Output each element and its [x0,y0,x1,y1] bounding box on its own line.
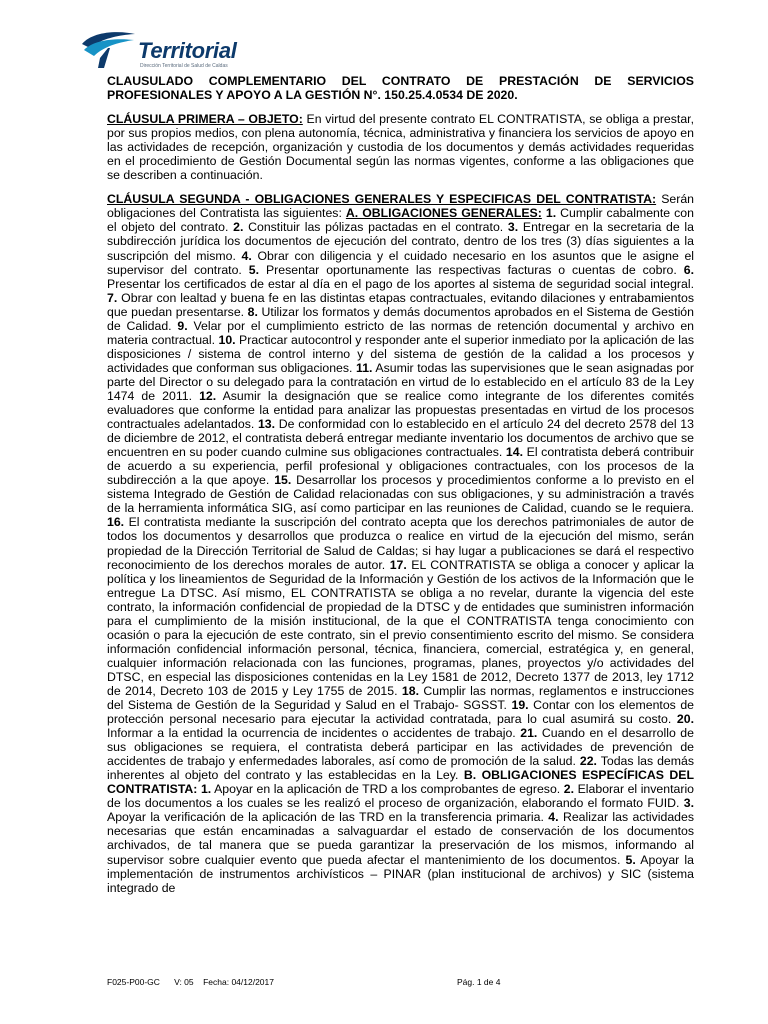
clause-second-intro: Serán obligaciones del Contratista las siguientes: [107,192,695,221]
general-obligations-list [107,206,694,782]
clause-second [107,192,694,894]
obligation-text: Asumir todas las supervisiones que le sean asignadas por parte del Director o su delegado para la contratación en virtud de lo establecido en el artículo 83 de la Ley 1474 de 2011. [107,360,694,403]
obligation-text: Cumplir cabalmente con el objeto del contrato. [107,206,694,235]
obligation-number: 21. [520,726,538,741]
obligation-number: 20. [676,712,694,727]
page-footer [107,977,694,991]
obligation-number: 17. [389,557,407,572]
obligation-text: Realizar las actividades necesarias que están encaminadas a salvaguardar el estado de conservación de los documentos archivados, de tal manera que se pueda garantizar la preservación de los mismos, informando al supervisor sobre cualquier evento que pueda afectar el mantenimiento de los documentos. [107,810,695,867]
footer-version: V: 05 [174,977,194,987]
obligation-text: Constituir las pólizas pactadas en el contrato. [248,220,504,235]
obligation-number: 4. [548,810,559,825]
obligation-text: EL CONTRATISTA se obliga a conocer y aplicar la política y los lineamientos de Seguridad de la Información y Gestión de los activos de la Información que le entregue La DTSC. Así mismo, EL CONTRATISTA se obliga a no revelar, durante la vigencia del este contrato, la información confidencial de propiedad de la DTSC y de entidades que suministren información para el cumplimiento de la misión institucional, de la que el CONTRATISTA tenga conocimiento con ocasión o para la ejecución de este contrato, sin el previo consentimiento escrito del mismo. Se considera información confidencial información personal, técnica, financiera, comercial, estratégica y, en general, cualquier información relacionada con las funciones, programas, planes, proyectos y/o actividades del DTSC, en especial las disposiciones contenidas en la Ley 1581 de 2012, Decreto 1377 de 2013, ley 1712 de 2014, Decreto 103 de 2015 y Ley 1755 de 2015. [107,557,694,698]
obligation-text: El contratista deberá contribuir de acuerdo a su experiencia, perfil profesional y obligaciones contractuales, con los procesos de la subdirección a la que apoye. [107,445,694,488]
obligation-number: 16. [107,515,125,530]
obligation-number: 12. [199,388,217,403]
footer-form-info [107,977,274,987]
obligation-text: Informar a la entidad la ocurrencia de incidentes o accidentes de trabajo. [107,726,516,741]
organization-logo [80,28,240,72]
obligation-number: 11. [356,360,373,375]
obligation-number: 2. [563,782,575,797]
obligation-number: 2. [233,220,244,235]
obligation-text: Obrar con diligencia y el cuidado necesario en los asuntos que le asigne el supervisor del contrato. [107,248,695,277]
obligation-text: Cumplir las normas, reglamentos e instrucciones del Sistema de Gestión de la Seguridad y Salud en el Trabajo- SGSST. [107,683,695,713]
general-obligations-heading: A. OBLIGACIONES GENERALES: [345,206,542,221]
obligation-number: 4. [241,248,252,263]
obligation-text: Apoyar en la aplicación de TRD a los comprobantes de egreso. [214,782,561,797]
obligation-number: 1. [545,206,557,221]
document-body [107,74,694,895]
clause-first-text: En virtud del presente contrato EL CONTRATISTA, se obliga a prestar, por sus propios medios, con plena autonomía, técnica, administrativa y financiera los servicios de apoyo en las actividades de recepción, organización y custodia de los documentos y demás actividades requeridas en el procedimiento de Gestión Documental según las normas vigentes, conforme a las obligaciones que se describen a continuación. [107,112,695,183]
obligation-text: De conformidad con lo establecido en el artículo 24 del decreto 2578 del 13 de diciembre de 2012, el contratista deberá entregar mediante inventario los documentos de archivo que se encuentren en su poder cuando culmine sus obligaciones contractuales. [107,417,694,460]
footer-form-code: F025-P00-GC [107,977,160,987]
obligation-text: Velar por el cumplimiento estricto de las normas de retención documental y archivo en materia contractual. [107,318,695,347]
logo-subtitle: Dirección Territorial de Salud de Caldas [140,63,228,69]
document-title: CLAUSULADO COMPLEMENTARIO DEL CONTRATO DE PRESTACIÓN DE SERVICIOS PROFESIONALES Y APOYO A LA GESTIÓN N°. 150.25.4.0534 DE 2020. [107,74,694,103]
obligation-text: Apoyar la verificación de la aplicación de las TRD en la transferencia primaria. [107,810,544,825]
obligation-text: El contratista mediante la suscripción del contrato acepta que los derechos patrimoniales de autor de todos los documentos y desarrollos que produzca o realice en virtud de la ejecución del mismo, serán propiedad de la Dirección Territorial de Salud de Caldas; si hay lugar a publicaciones se dará el respectivo reconocimiento de los derechos morales de autor. [107,515,694,572]
obligation-text: Practicar autocontrol y responder ante el superior inmediato por la aplicación de las disposiciones / sistema de control interno y del sistema de gestión de la calidad a los procesos y actividades que conforman sus obligaciones. [107,332,694,375]
obligation-number: 7. [107,290,118,305]
obligation-text: Asumir la designación que se realice como integrante de los diferentes comités evaluadores que conforme la entidad para analizar las propuestas presentadas en virtud de los procesos contractuales adelantados. [107,388,694,432]
obligation-number: 14. [505,445,524,460]
obligation-text: Apoyar la implementación de instrumentos archivísticos – PINAR (plan institucional de archivos) y SIC (sistema integrado de [107,852,694,895]
obligation-text: Contar con los elementos de protección personal necesario para ejecutar la actividad contratada, para lo cual asumirá su costo. [107,698,695,727]
footer-date: Fecha: 04/12/2017 [203,977,274,987]
obligation-text: Presentar oportunamente las respectivas facturas o cuentas de cobro. [265,262,677,277]
obligation-text: Todas las demás inherentes al objeto del contrato y las establecidas en la Ley. [107,754,695,783]
obligation-number: 5. [248,262,260,277]
obligation-number: 10. [218,332,236,347]
obligation-text: Entregar en la secretaria de la subdirección jurídica los documentos de ejecución del contrato, dentro de los tres (3) días siguientes a la suscripción del mismo. [107,220,694,263]
obligation-text: Presentar los certificados de estar al día en el pago de los aportes al sistema de seguridad social integral. [107,276,694,291]
clause-first-heading: CLÁUSULA PRIMERA – OBJETO: [107,112,303,127]
logo-wordmark: Territorial [138,38,237,63]
obligation-number: 3. [507,220,519,235]
obligation-number: 6. [683,262,695,277]
specific-obligations-heading: B. OBLIGACIONES ESPECÍFICAS DEL CONTRATISTA: [107,768,694,797]
obligation-number: 8. [247,304,258,319]
specific-obligations-list [107,782,694,894]
obligation-text: Desarrollar los procesos y procedimientos conforme a lo previsto en el sistema Integrado de Gestión de Calidad relacionadas con sus obligaciones, y su administración a través de la herramienta informática SIG, así como participar en las reuniones de Calidad, cuando se le requiera. [107,473,694,516]
obligation-number: 9. [177,318,188,333]
obligation-text: Obrar con lealtad y buena fe en las distintas etapas contractuales, evitando dilaciones y entrabamientos que puedan presentarse. [107,290,694,319]
obligation-number: 3. [683,796,694,811]
footer-page-number: Pág. 1 de 4 [457,977,501,987]
obligation-number: 19. [511,698,529,713]
obligation-text: Utilizar los formatos y demás documentos aprobados en el Sistema de Gestión de Calidad. [107,304,694,333]
logo-swoosh-icon [80,30,136,70]
obligation-number: 18. [401,683,420,698]
obligation-text: Cuando en el desarrollo de sus obligaciones se requiera, el contratista deberá participar en las actividades de prevención de accidentes de trabajo y enfermedades laborales, así como de promoción de la salud. [107,726,694,769]
obligation-number: 13. [257,417,276,432]
obligation-number: 15. [274,473,292,488]
clause-first [107,112,694,182]
clause-second-heading: CLÁUSULA SEGUNDA - OBLIGACIONES GENERALES Y ESPECIFICAS DEL CONTRATISTA: [107,192,657,207]
obligation-text: Elaborar el inventario de los documentos a los cuales se les realizó el proceso de organización, elaborando el formato FUID. [107,782,695,811]
obligation-number: 22. [579,754,597,769]
obligation-number: 1. [200,782,212,797]
obligation-number: 5. [625,852,636,867]
